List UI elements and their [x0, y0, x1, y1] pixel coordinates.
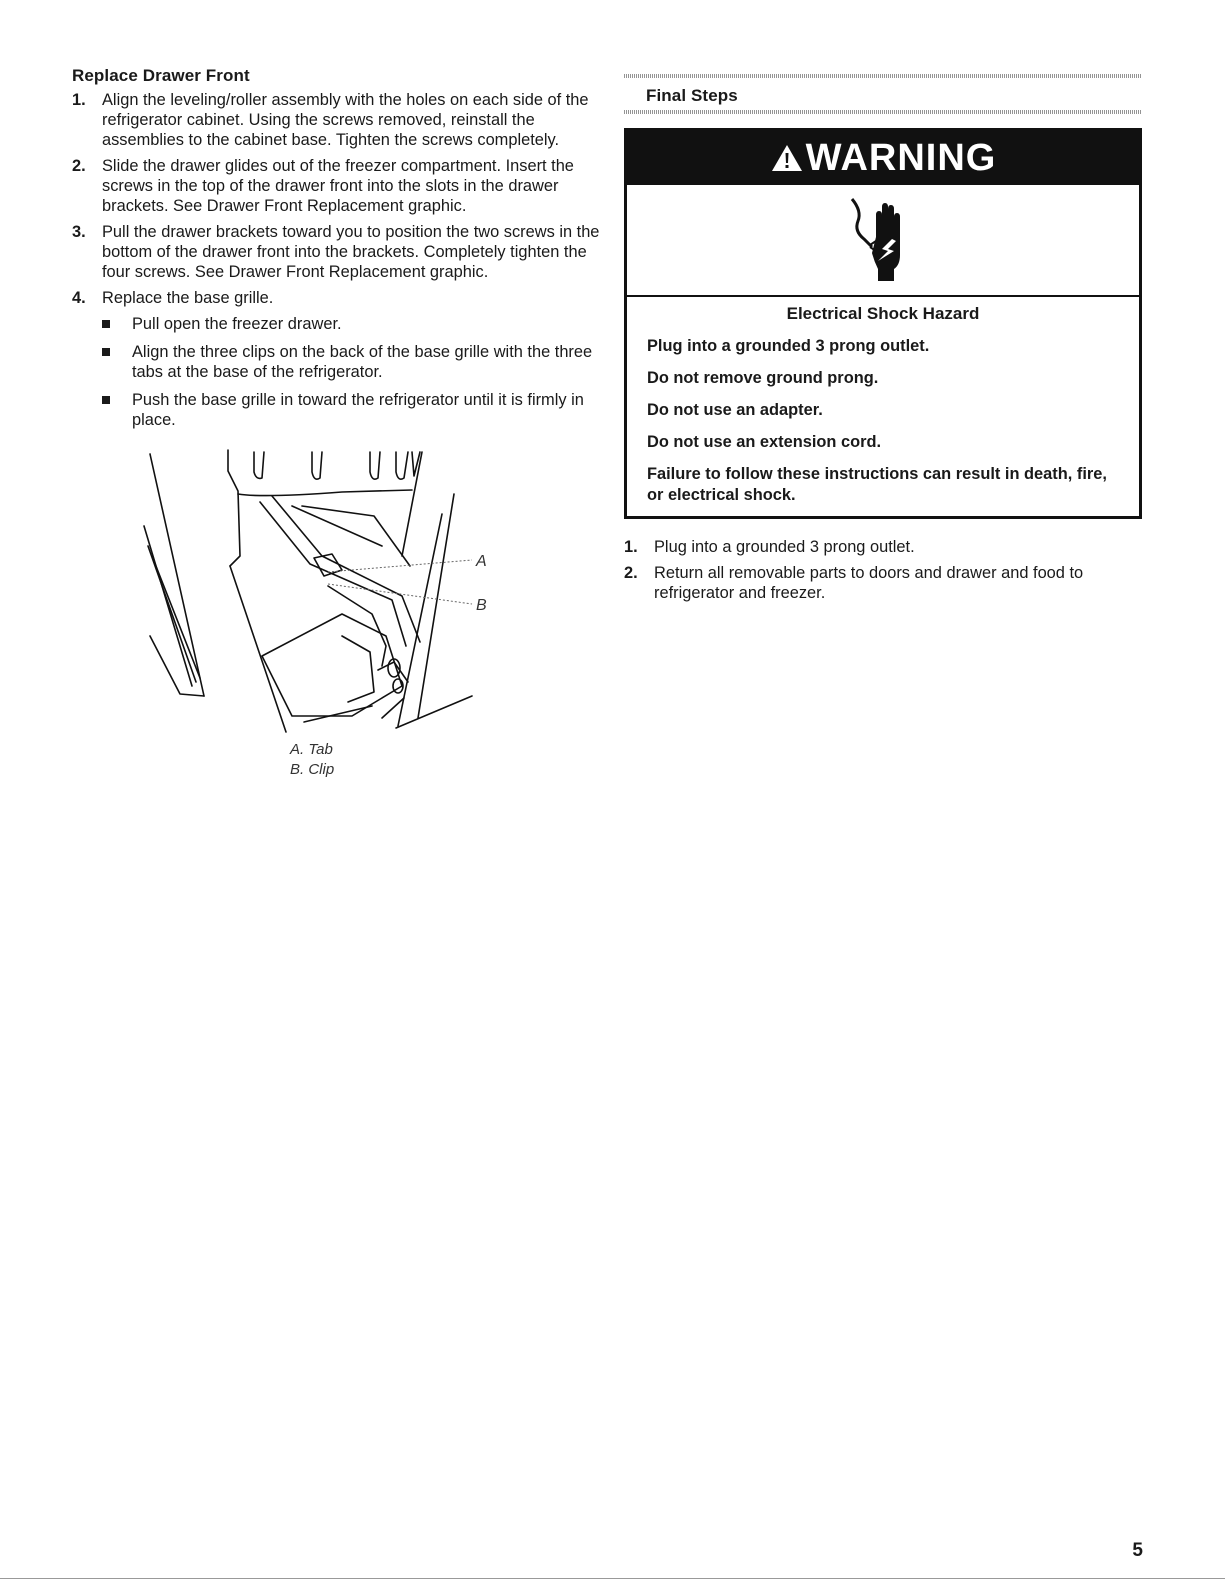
step-number: 2. — [72, 157, 86, 175]
step-text: Align the leveling/roller assembly with the holes on each side of the refrigerator cabinet. Using the screws removed, reinstall the assemblies to the cabinet base. Tighten the screws completely. — [102, 91, 589, 149]
list-item — [624, 537, 1142, 557]
hazard-title: Electrical Shock Hazard — [786, 304, 980, 323]
warning-banner — [627, 131, 1139, 185]
list-item — [72, 222, 602, 282]
list-item — [72, 90, 602, 150]
warning-line: Failure to follow these instructions can result in death, fire, or electrical shock. — [647, 465, 1107, 504]
warning-triangle-icon — [770, 143, 804, 173]
list-item — [72, 288, 602, 430]
warning-icon-area — [627, 185, 1139, 297]
warning-box — [624, 128, 1142, 519]
page-number: 5 — [1132, 1540, 1143, 1561]
drawer-illustration — [142, 446, 542, 736]
warning-banner-text: WARNING — [805, 136, 997, 179]
caption-clip: B. Clip — [290, 761, 335, 778]
right-column — [624, 74, 1142, 609]
bullet-item — [102, 390, 602, 430]
dotted-rule-top — [624, 74, 1142, 78]
square-bullet-icon — [102, 348, 110, 356]
step-number: 1. — [624, 538, 638, 556]
figure-label-a: A — [476, 553, 487, 570]
section-title-final-steps: Final Steps — [646, 86, 738, 105]
dotted-rule-bottom — [624, 110, 1142, 114]
warning-line: Do not use an adapter. — [647, 401, 823, 419]
bullet-text: Align the three clips on the back of the base grille with the three tabs at the base of the refrigerator. — [132, 343, 593, 381]
figure-caption — [290, 740, 602, 780]
figure-label-b: B — [476, 597, 487, 614]
bullet-item — [102, 342, 602, 382]
bottom-rule — [0, 1578, 1225, 1579]
warning-line: Plug into a grounded 3 prong outlet. — [647, 337, 930, 355]
step-number: 4. — [72, 289, 86, 307]
section-title-replace-drawer-front: Replace Drawer Front — [72, 66, 250, 85]
list-item — [624, 563, 1142, 603]
bullet-text: Pull open the freezer drawer. — [132, 315, 342, 333]
square-bullet-icon — [102, 396, 110, 404]
electric-hand-icon — [848, 195, 918, 285]
step-text: Return all removable parts to doors and drawer and food to refrigerator and freezer. — [654, 564, 1084, 602]
step-number: 1. — [72, 91, 86, 109]
warning-text — [627, 297, 1139, 516]
caption-tab: A. Tab — [290, 741, 333, 758]
square-bullet-icon — [102, 320, 110, 328]
left-column — [72, 66, 602, 780]
step-number: 3. — [72, 223, 86, 241]
bullet-text: Push the base grille in toward the refrigerator until it is firmly in place. — [132, 391, 584, 429]
grille-bullets — [102, 314, 602, 430]
warning-line: Do not remove ground prong. — [647, 369, 879, 387]
step-text: Pull the drawer brackets toward you to position the two screws in the bottom of the drawer front into the brackets. Completely tighten the four screws. See Drawer Front Replacement graphic. — [102, 223, 600, 281]
drawer-front-figure — [142, 446, 542, 736]
bullet-item — [102, 314, 602, 334]
step-text: Replace the base grille. — [102, 289, 274, 307]
final-steps-list — [624, 537, 1142, 603]
warning-line: Do not use an extension cord. — [647, 433, 882, 451]
replace-steps-list — [72, 90, 602, 430]
list-item — [72, 156, 602, 216]
step-text: Plug into a grounded 3 prong outlet. — [654, 538, 915, 556]
step-text: Slide the drawer glides out of the freezer compartment. Insert the screws in the top of the drawer front into the slots in the drawer brackets. See Drawer Front Replacement graphic. — [102, 157, 574, 215]
step-number: 2. — [624, 564, 638, 582]
